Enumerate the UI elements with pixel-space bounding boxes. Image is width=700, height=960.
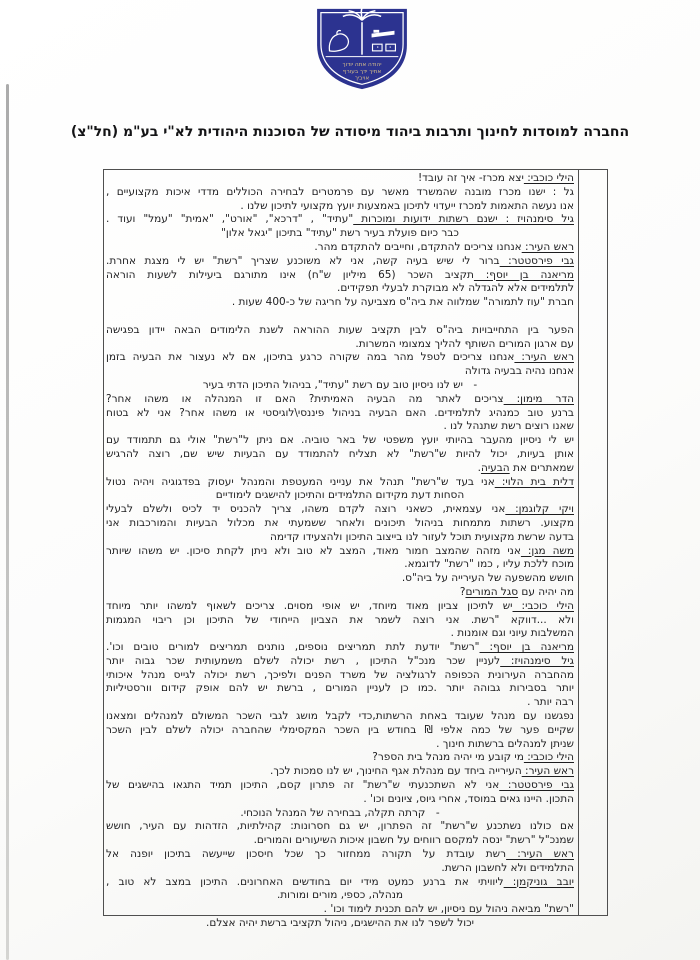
line-text: חברת "עוז לתמורה" שמלווה את ביה"ס מצביעה על חריגה של כ-400 שעות . — [231, 296, 574, 309]
line-text: שקיים פער של כמה אלפי ₪ בחודש בין השכר המקסימלי שהחברה יכולה לשלם לבין השכר — [106, 723, 574, 736]
line-text: כבר כיום פועלת בעיר רשת "עתיד" בתיכון "יגאל אלון" — [221, 227, 459, 240]
line-text: המשלבות עיוני וגם אומנות . — [450, 627, 574, 640]
line-text: אני לא השתכנעתי ש"רשת" זה פתרון קסם, התיכון תמיד התגאו בהישגים של — [106, 779, 500, 792]
minutes-line — [106, 876, 574, 890]
document-title: החברה למוסדות לחינוך ותרבות ביהוד מיסודה של הסוכנות היהודית לא"י בע"מ (חל"צ) — [70, 124, 630, 140]
minutes-line — [106, 489, 574, 503]
underlined-text: מריאנה בן יוסף: — [479, 641, 574, 654]
minutes-line — [106, 751, 574, 765]
minutes-line — [106, 696, 574, 710]
minutes-line — [106, 365, 574, 379]
underlined-text: הילי כוכבי: — [523, 751, 574, 764]
minutes-line — [106, 793, 574, 807]
minutes-line — [106, 434, 574, 448]
minutes-line — [106, 241, 574, 255]
line-text: נפגשנו עם מנהל שעובד באחת הרשתות,כדי לקבל מושג לגבי השכר המשולם למנהלים ומצאנו — [106, 710, 574, 723]
minutes-line — [106, 324, 574, 338]
line-text: יצא מכרז- איך זה עובד! — [417, 172, 524, 184]
minutes-line — [106, 462, 574, 476]
line-text: מוכח ללכת עליו , כמו "רשת" לדוגמא. — [404, 558, 574, 571]
underlined-text: ראש העיר: — [514, 351, 574, 364]
line-text: אנחנו צריכים להתקדם, וחייבים להתקדם מהר. — [314, 240, 522, 253]
minutes-line — [106, 669, 574, 683]
minutes-line — [106, 572, 574, 586]
line-text: מקצוע. רשתות מתמחות בניהול תיכונים ולאחר ששמעתי את מכלול הבעיות והמורכבות אני — [106, 516, 574, 529]
minutes-line — [106, 227, 574, 241]
minutes-line — [106, 448, 574, 462]
minutes-line — [106, 807, 574, 821]
underlined-text: דלית בית הלוי: — [494, 475, 574, 488]
line-text: מהחברה העירונית הכפופה לרגולציה של משרד הפנים ולפיכך, רשת יכולה לגייס מנהל איכותי — [106, 668, 574, 681]
underlined-text: ראש העיר: — [521, 765, 574, 778]
minutes-line — [106, 862, 574, 876]
line-text: אותן בעיות, יכול להיות ש"רשת" לא תצליח להתמודד עם הבעיות שיש שם, רוצה להרגיש — [106, 447, 574, 460]
line-text: התלמידים ולא לחשבון הרשת. — [441, 861, 574, 874]
minutes-line — [106, 200, 574, 214]
minutes-line — [106, 379, 574, 393]
line-text: אנחנו צריכים לטפל מהר במה שקורה כרגע בתיכון, אם לא נעצור את הבעיה בזמן — [106, 351, 515, 364]
underlined-text: ויקי קלוגמן: — [505, 503, 574, 516]
line-text: רשת עובדת על תקורה ממחזור כך שכל חיסכון שייעשה בתיכון יופנה אל — [106, 848, 507, 861]
minutes-line — [106, 545, 574, 559]
underlined-text: סגל המורים — [465, 585, 519, 598]
minutes-line — [106, 710, 574, 724]
line-text: - יש לנו ניסיון טוב עם רשת "עתיד", בניהול התיכון הדתי בעיר — [202, 378, 478, 391]
line-text: גל : ישנו מכרז מובנה שהמשרד מאשר עם פרמטרים לבחירה הכוללים מדדי איכות מקצועיים , — [106, 185, 574, 198]
minutes-line — [106, 172, 574, 186]
line-text: הסחות דעת מקידום התלמידים והתיכון להישגים לימודיים — [215, 489, 465, 502]
line-text: לתלמידים אלא להגדלה לא מבוקרת לבעלי תפקידים. — [336, 282, 574, 295]
line-text: צריכים לאתר מה הבעיה האמיתית? האם זו המנהלה או משהו אחר? — [106, 392, 504, 405]
line-text: אנו נעשה התאמות למכרז ייעדוי לתיכון באמצעות יועץ מקצועי לתיכון שלנו . — [240, 199, 574, 212]
line-text: יש לתיכון צביון מאוד מיוחד, יש אופי מסוים. צריכים לשאוף למשהו יותר מיוחד — [106, 599, 513, 612]
line-text: רבה יותר . — [527, 696, 574, 709]
emblem-motto-line: יהודה אתה יודוך — [342, 62, 382, 69]
line-text: תקציב השכר (65 מיליון ש"ח) אינו מתורגם ביעילות לשעות הוראה — [106, 268, 474, 281]
line-text: עם ארגון המורים השותף להליך צמצומי המשרות. — [355, 337, 574, 350]
line-text: אני בעד ש"רשת" תנהל את ענייני המעטפת והמנהל יעסוק בפדגוגיה ויהיה נטול — [106, 475, 495, 488]
minutes-line — [106, 641, 574, 655]
blank-line — [106, 310, 574, 324]
emblem-motto-line: אחיך ידך בעורף — [342, 68, 382, 75]
school-emblem — [309, 5, 415, 91]
underlined-text: הבעיה — [480, 461, 510, 474]
underlined-text: יובב גוניקמן: — [503, 875, 574, 888]
minutes-line — [106, 393, 574, 407]
line-text: יותר בסבירות גבוהה יותר .כמו כן לעניין המורים , ברשת יש להם אופק קידום וורסטיליות — [106, 682, 574, 695]
minutes-line — [106, 351, 574, 365]
underlined-text: ראש העיר: — [506, 848, 574, 861]
line-text: "רשת" מביאה ניהול עם ניסיון, יש להם תכנית לימוד וכו' . — [323, 903, 574, 916]
line-text: חושש מהשפעה של העירייה על ביה"ס. — [401, 572, 574, 585]
line-text: לעניין שכר מנכ"ל התיכון , רשת יכולה לשלם משמעותית שכר גבוה יותר — [106, 654, 501, 667]
emblem-motto-line: אויביך — [354, 75, 370, 82]
minutes-line — [106, 765, 574, 779]
underlined-text: הילי כוכבי: — [523, 172, 574, 184]
minutes-line — [106, 517, 574, 531]
line-text: שניתן למנהלים ברשתות חינוך . — [436, 737, 574, 750]
underlined-text: גיל סימנהויז : ישנם רשתות ידועות ומוכרות — [353, 213, 574, 226]
line-text: הפער בין התחייבויות ביה"ס לבין תקציב שעות ההוראה לשנת הלימודים הבאה יידון בפגישה — [106, 323, 574, 336]
minutes-line — [106, 724, 574, 738]
minutes-line — [106, 586, 574, 600]
minutes-line — [106, 889, 574, 903]
line-text: ברנע טוב כמנהיג לתלמידים. האם הבעיה בניהול פיננסי\לוגיסטי או משהו אחר? אני לא בטוח — [106, 406, 574, 419]
scan-edge-artifact — [6, 84, 9, 960]
table-column-divider — [578, 170, 579, 915]
minutes-line — [106, 503, 574, 517]
minutes-text — [106, 172, 574, 931]
line-text: יש לי ניסיון מהעבר בהיותי יועץ משפטי של באר טוביה. אם ניתן ל"רשת" אולי גם תתמודד עם — [106, 434, 574, 447]
shield-icon — [309, 5, 415, 91]
minutes-line — [106, 917, 574, 931]
minutes-line — [106, 338, 574, 352]
line-text: ? — [459, 585, 466, 598]
minutes-line — [106, 779, 574, 793]
underlined-text: גיל סימנהויז: — [500, 654, 574, 667]
line-text: אני עצמאית, כשאני רוצה לקדם משהו, צריך להכניס יד לכיס ולשלם לבעלי — [106, 503, 506, 516]
minutes-line — [106, 476, 574, 490]
underlined-text: משה מגן: — [520, 544, 575, 557]
line-text: שאנו רוצים רשת שתנהל לנו . — [443, 420, 574, 433]
underlined-text: גבי פירסטטר: — [499, 779, 574, 792]
line-text: "רשת" יודעת לתת תמריצים נוספים, נותנים תמריצים למורים טובים וכו'. — [106, 641, 480, 654]
minutes-line — [106, 531, 574, 545]
underlined-text: מריאנה בן יוסף: — [473, 268, 574, 281]
minutes-line — [106, 820, 574, 834]
line-text: מה יהיה עם — [518, 585, 574, 598]
minutes-line — [106, 682, 574, 696]
minutes-line — [106, 600, 574, 614]
underlined-text: ראש העיר: — [521, 240, 574, 253]
minutes-line — [106, 834, 574, 848]
line-text: שמאתרים את — [509, 461, 574, 474]
line-text: ברור לי שיש בעיה קשה, אני לא משוכנע שצריך "רשת" יש לי מצגת אחרת. — [106, 254, 500, 267]
line-text: מי קובע מי יהיה מנהל בית הספר? — [372, 751, 524, 764]
minutes-line — [106, 903, 574, 917]
minutes-line — [106, 614, 574, 628]
line-text: יכול לשפר לנו את ההישגים, ניהול תקציבי ברשת יהיה אצלם. — [206, 917, 474, 930]
minutes-line — [106, 738, 574, 752]
line-text: אם כולנו נשתכנע ש"רשת" זה הפתרון, יש גם חסרונות: קהילתיות, הזדהות עם העיר, חושש — [106, 820, 574, 833]
line-text: - קרתה תקלה, בבחירה של המנהל הנוכחי. — [240, 806, 440, 819]
line-text: התכון. היינו גאים במוסד, אחרי גיוס, ציונים וכו' . — [363, 792, 574, 805]
line-text: העירייה ביחד עם מנהלת אגף החינוך, יש לנו סמכות לכך. — [270, 765, 522, 778]
minutes-line — [106, 186, 574, 200]
minutes-line — [106, 213, 574, 227]
minutes-line — [106, 558, 574, 572]
line-text: ולא ...דווקא "רשת. אני רוצה לשמר את הצביון הייחודי של התיכון וכן ריבוי המגמות — [106, 613, 574, 626]
minutes-line — [106, 627, 574, 641]
line-text: "עתיד" , "דרכא", "אורט", "אמית" "עמל" ועוד . — [106, 213, 354, 226]
minutes-line — [106, 269, 574, 283]
underlined-text: הדר מימון: — [503, 392, 574, 405]
minutes-line — [106, 255, 574, 269]
line-text: אני מזהה שהמצב חמור מאוד, המצב לא טוב ולא ניתן לקחת סיכון. יש משהו שיותר — [106, 544, 521, 557]
underlined-text: הילי כוכבי: — [512, 599, 574, 612]
line-text: אנחנו נהיה בבעיה גדולה — [464, 365, 574, 378]
line-text: שמנכ"ל "רשת" ינסה למקסם רווחים על חשבון איכות השיעורים והמורים. — [253, 834, 574, 847]
line-text: מנהלה, כספי, מורים ומורות. — [276, 889, 404, 902]
minutes-line — [106, 420, 574, 434]
line-text: . — [477, 461, 481, 474]
minutes-line — [106, 296, 574, 310]
line-text: בדעה שרשת מקצועית תוכל לעזור לנו בייצוב התיכון ולהצעידו קדימה — [269, 530, 574, 543]
line-text: ליוויתי את ברנע כמעט מידי יום בחודשים האחרונים. התיכון במצב לא טוב , — [106, 875, 504, 888]
underlined-text: גבי פירסטטר: — [499, 254, 575, 267]
minutes-line — [106, 407, 574, 421]
minutes-line — [106, 848, 574, 862]
minutes-line — [106, 655, 574, 669]
minutes-line — [106, 282, 574, 296]
